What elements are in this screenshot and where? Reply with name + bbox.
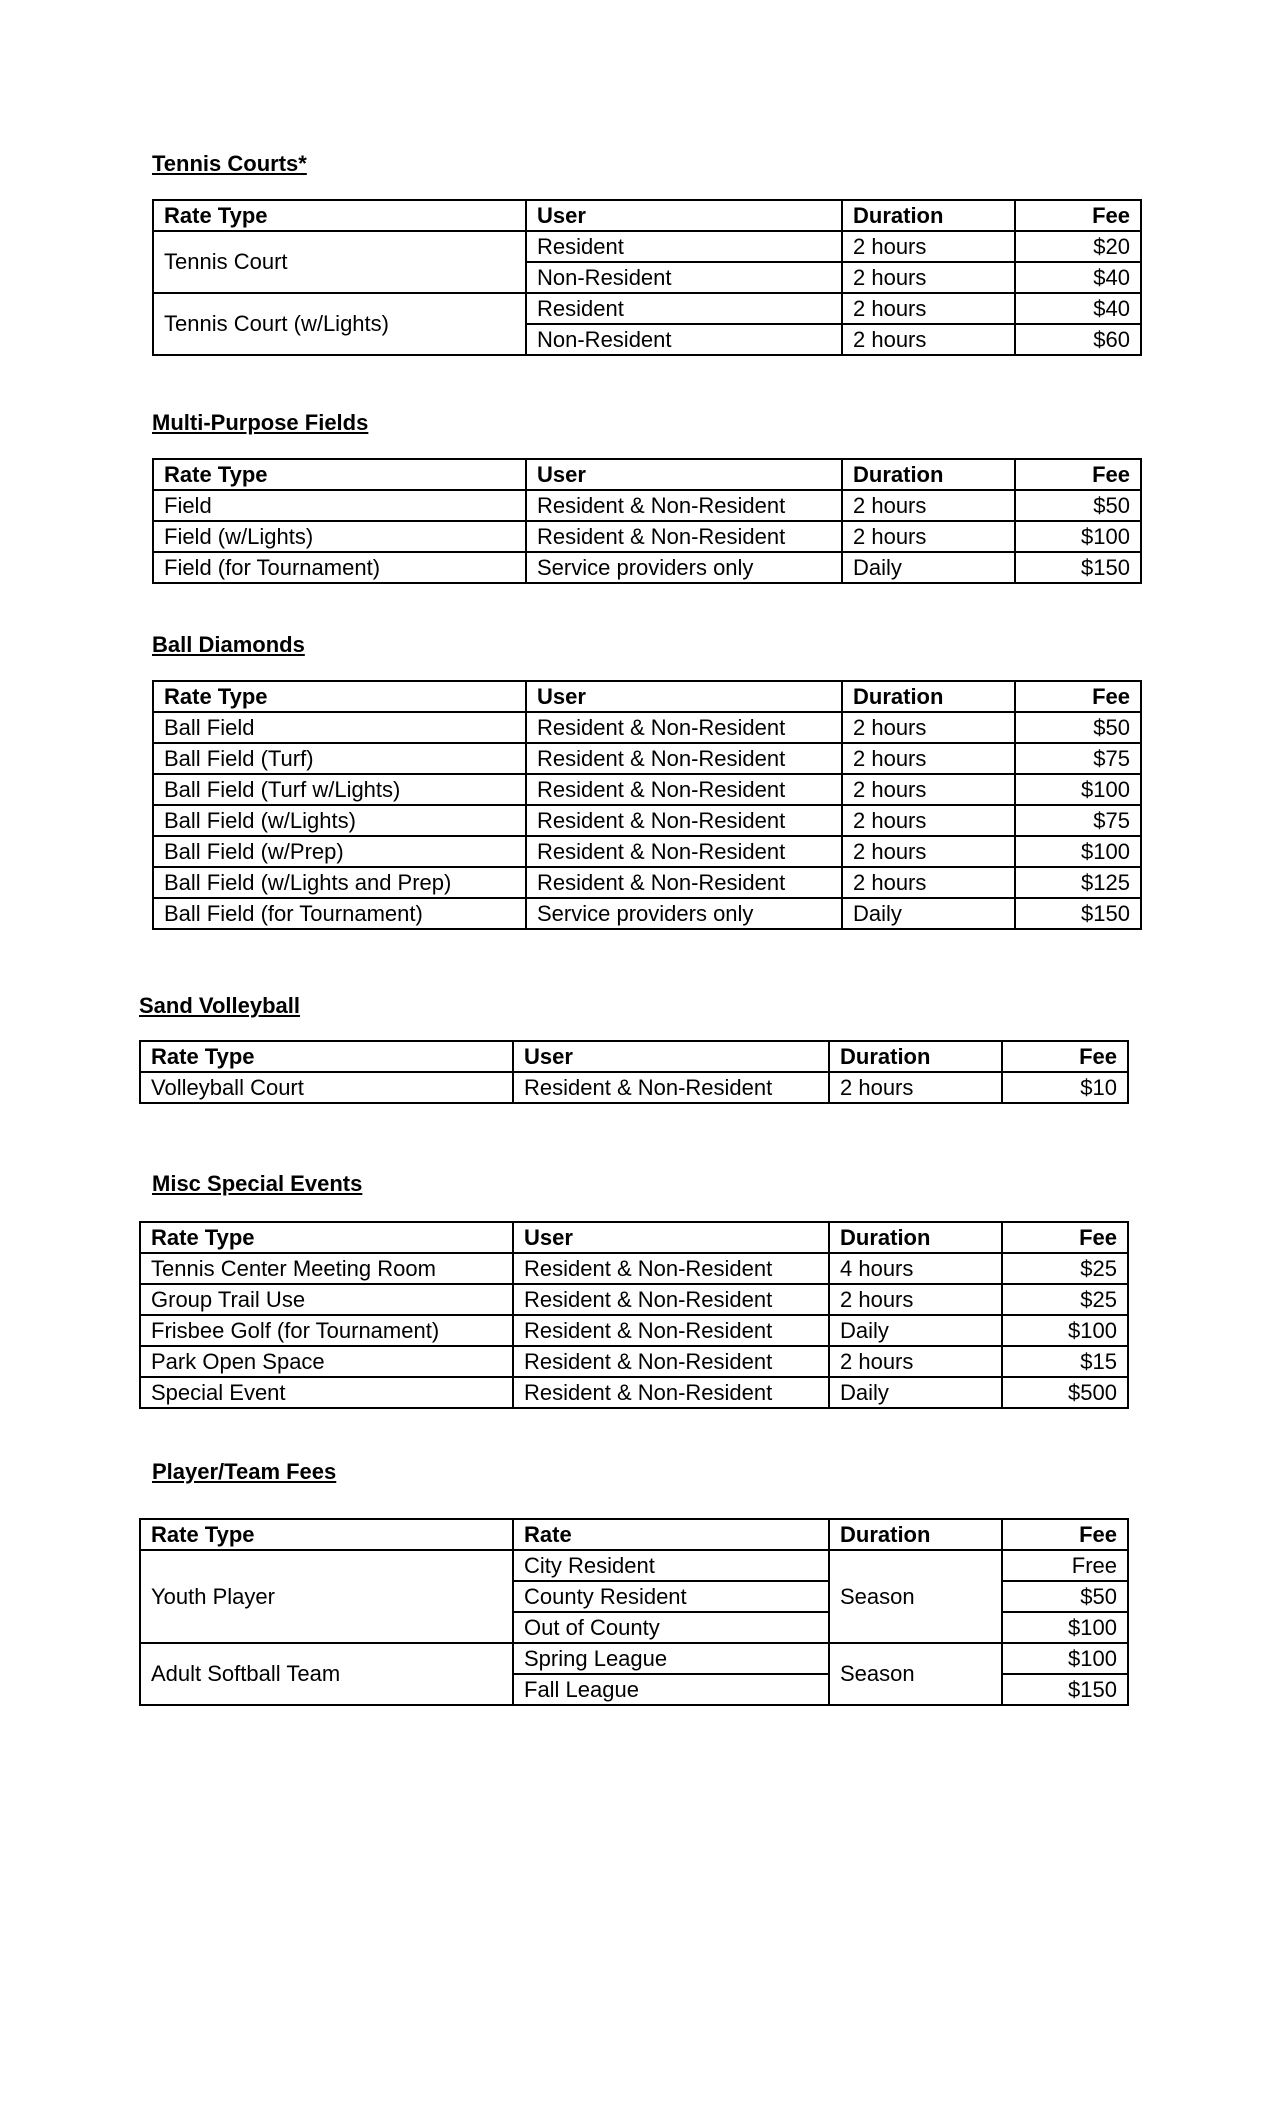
rate-cell: Fall League bbox=[513, 1674, 829, 1705]
tennis-courts-heading: Tennis Courts* bbox=[152, 151, 307, 176]
header-duration: Duration bbox=[842, 200, 1015, 231]
table-row bbox=[140, 1315, 1128, 1346]
table-header-row bbox=[153, 459, 1141, 490]
table-row bbox=[140, 1643, 1128, 1674]
fee-cell: $60 bbox=[1015, 324, 1141, 355]
duration-cell: 2 hours bbox=[842, 293, 1015, 324]
rate-type-cell: Group Trail Use bbox=[140, 1284, 513, 1315]
header-rate-type: Rate Type bbox=[153, 681, 526, 712]
user-cell: Resident bbox=[526, 231, 842, 262]
fee-cell: $100 bbox=[1015, 774, 1141, 805]
rate-type-cell: Frisbee Golf (for Tournament) bbox=[140, 1315, 513, 1346]
fee-cell: $100 bbox=[1002, 1643, 1128, 1674]
misc-special-events-table bbox=[139, 1221, 1129, 1409]
table-row bbox=[153, 836, 1141, 867]
duration-cell: Daily bbox=[842, 552, 1015, 583]
rate-cell: County Resident bbox=[513, 1581, 829, 1612]
user-cell: Non-Resident bbox=[526, 262, 842, 293]
rate-type-cell: Youth Player bbox=[140, 1550, 513, 1643]
user-cell: Resident & Non-Resident bbox=[526, 712, 842, 743]
multi-purpose-fields-table bbox=[152, 458, 1142, 584]
rate-type-cell: Special Event bbox=[140, 1377, 513, 1408]
table-row bbox=[140, 1253, 1128, 1284]
table-header-row bbox=[140, 1519, 1128, 1550]
duration-cell: 2 hours bbox=[842, 805, 1015, 836]
duration-cell: 2 hours bbox=[842, 521, 1015, 552]
table-row bbox=[153, 712, 1141, 743]
user-cell: Resident & Non-Resident bbox=[526, 867, 842, 898]
user-cell: Resident & Non-Resident bbox=[513, 1377, 829, 1408]
header-fee: Fee bbox=[1015, 459, 1141, 490]
rate-type-cell: Ball Field bbox=[153, 712, 526, 743]
header-rate-type: Rate Type bbox=[140, 1519, 513, 1550]
fee-cell: $25 bbox=[1002, 1284, 1128, 1315]
fee-cell: $150 bbox=[1002, 1674, 1128, 1705]
rate-type-cell: Adult Softball Team bbox=[140, 1643, 513, 1705]
header-user: User bbox=[513, 1222, 829, 1253]
header-duration: Duration bbox=[829, 1041, 1002, 1072]
user-cell: Resident & Non-Resident bbox=[513, 1315, 829, 1346]
fee-cell: $50 bbox=[1015, 490, 1141, 521]
duration-cell: 2 hours bbox=[829, 1284, 1002, 1315]
rate-cell: Spring League bbox=[513, 1643, 829, 1674]
table-row bbox=[153, 805, 1141, 836]
duration-cell: 2 hours bbox=[842, 490, 1015, 521]
duration-cell: 2 hours bbox=[842, 324, 1015, 355]
user-cell: Service providers only bbox=[526, 552, 842, 583]
table-row bbox=[153, 774, 1141, 805]
user-cell: Resident & Non-Resident bbox=[513, 1346, 829, 1377]
fee-cell: $40 bbox=[1015, 262, 1141, 293]
fee-cell: $40 bbox=[1015, 293, 1141, 324]
fee-cell: $25 bbox=[1002, 1253, 1128, 1284]
duration-cell: 2 hours bbox=[842, 712, 1015, 743]
fee-cell: $15 bbox=[1002, 1346, 1128, 1377]
header-rate-type: Rate Type bbox=[153, 459, 526, 490]
table-row bbox=[153, 867, 1141, 898]
header-rate-type: Rate Type bbox=[153, 200, 526, 231]
table-row bbox=[140, 1072, 1128, 1103]
duration-cell: Season bbox=[829, 1550, 1002, 1643]
header-duration: Duration bbox=[829, 1222, 1002, 1253]
user-cell: Resident & Non-Resident bbox=[513, 1284, 829, 1315]
fee-cell: $150 bbox=[1015, 552, 1141, 583]
rate-cell: City Resident bbox=[513, 1550, 829, 1581]
fee-cell: $150 bbox=[1015, 898, 1141, 929]
table-header-row bbox=[140, 1222, 1128, 1253]
fee-cell: $100 bbox=[1002, 1315, 1128, 1346]
misc-special-events-heading: Misc Special Events bbox=[152, 1171, 363, 1196]
duration-cell: 2 hours bbox=[842, 743, 1015, 774]
user-cell: Resident & Non-Resident bbox=[526, 490, 842, 521]
header-rate-type: Rate Type bbox=[140, 1222, 513, 1253]
fee-cell: Free bbox=[1002, 1550, 1128, 1581]
ball-diamonds-table bbox=[152, 680, 1142, 930]
multi-purpose-fields-heading: Multi-Purpose Fields bbox=[152, 410, 369, 435]
table-row bbox=[140, 1346, 1128, 1377]
header-rate: Rate bbox=[513, 1519, 829, 1550]
sand-volleyball-heading: Sand Volleyball bbox=[139, 993, 300, 1018]
header-fee: Fee bbox=[1015, 200, 1141, 231]
table-row bbox=[153, 743, 1141, 774]
table-row bbox=[153, 293, 1141, 324]
duration-cell: 2 hours bbox=[842, 867, 1015, 898]
header-fee: Fee bbox=[1002, 1519, 1128, 1550]
user-cell: Resident & Non-Resident bbox=[513, 1253, 829, 1284]
user-cell: Resident & Non-Resident bbox=[526, 521, 842, 552]
rate-type-cell: Field (for Tournament) bbox=[153, 552, 526, 583]
fee-cell: $125 bbox=[1015, 867, 1141, 898]
user-cell: Resident & Non-Resident bbox=[526, 805, 842, 836]
table-row bbox=[153, 231, 1141, 262]
user-cell: Resident & Non-Resident bbox=[526, 743, 842, 774]
rate-type-cell: Ball Field (w/Prep) bbox=[153, 836, 526, 867]
rate-type-cell: Field (w/Lights) bbox=[153, 521, 526, 552]
user-cell: Service providers only bbox=[526, 898, 842, 929]
fee-cell: $100 bbox=[1015, 521, 1141, 552]
user-cell: Resident & Non-Resident bbox=[513, 1072, 829, 1103]
duration-cell: 2 hours bbox=[829, 1346, 1002, 1377]
user-cell: Non-Resident bbox=[526, 324, 842, 355]
rate-type-cell: Ball Field (Turf) bbox=[153, 743, 526, 774]
table-row bbox=[153, 521, 1141, 552]
table-row bbox=[153, 898, 1141, 929]
duration-cell: 2 hours bbox=[842, 231, 1015, 262]
table-row bbox=[140, 1550, 1128, 1581]
header-fee: Fee bbox=[1002, 1041, 1128, 1072]
fee-cell: $20 bbox=[1015, 231, 1141, 262]
fee-cell: $50 bbox=[1002, 1581, 1128, 1612]
header-duration: Duration bbox=[829, 1519, 1002, 1550]
rate-type-cell: Ball Field (w/Lights) bbox=[153, 805, 526, 836]
duration-cell: 2 hours bbox=[842, 774, 1015, 805]
player-team-fees-table bbox=[139, 1518, 1129, 1706]
rate-type-cell: Volleyball Court bbox=[140, 1072, 513, 1103]
header-user: User bbox=[526, 681, 842, 712]
duration-cell: Daily bbox=[829, 1377, 1002, 1408]
sand-volleyball-table bbox=[139, 1040, 1129, 1104]
fee-cell: $100 bbox=[1015, 836, 1141, 867]
rate-type-cell: Tennis Court bbox=[153, 231, 526, 293]
header-user: User bbox=[526, 200, 842, 231]
table-row bbox=[140, 1377, 1128, 1408]
header-user: User bbox=[513, 1041, 829, 1072]
user-cell: Resident & Non-Resident bbox=[526, 836, 842, 867]
duration-cell: 2 hours bbox=[842, 262, 1015, 293]
header-duration: Duration bbox=[842, 681, 1015, 712]
rate-cell: Out of County bbox=[513, 1612, 829, 1643]
user-cell: Resident bbox=[526, 293, 842, 324]
table-row bbox=[140, 1284, 1128, 1315]
table-row bbox=[153, 552, 1141, 583]
table-header-row bbox=[153, 681, 1141, 712]
player-team-fees-heading: Player/Team Fees bbox=[152, 1459, 337, 1484]
table-row bbox=[153, 490, 1141, 521]
rate-type-cell: Ball Field (w/Lights and Prep) bbox=[153, 867, 526, 898]
rate-type-cell: Tennis Center Meeting Room bbox=[140, 1253, 513, 1284]
user-cell: Resident & Non-Resident bbox=[526, 774, 842, 805]
rate-type-cell: Tennis Court (w/Lights) bbox=[153, 293, 526, 355]
rate-type-cell: Park Open Space bbox=[140, 1346, 513, 1377]
rate-type-cell: Field bbox=[153, 490, 526, 521]
rate-type-cell: Ball Field (Turf w/Lights) bbox=[153, 774, 526, 805]
fee-cell: $500 bbox=[1002, 1377, 1128, 1408]
table-header-row bbox=[140, 1041, 1128, 1072]
ball-diamonds-heading: Ball Diamonds bbox=[152, 632, 305, 657]
fee-cell: $75 bbox=[1015, 805, 1141, 836]
rate-type-cell: Ball Field (for Tournament) bbox=[153, 898, 526, 929]
duration-cell: Daily bbox=[842, 898, 1015, 929]
fee-cell: $10 bbox=[1002, 1072, 1128, 1103]
header-fee: Fee bbox=[1002, 1222, 1128, 1253]
duration-cell: 2 hours bbox=[829, 1072, 1002, 1103]
duration-cell: Daily bbox=[829, 1315, 1002, 1346]
header-user: User bbox=[526, 459, 842, 490]
table-header-row bbox=[153, 200, 1141, 231]
header-duration: Duration bbox=[842, 459, 1015, 490]
header-fee: Fee bbox=[1015, 681, 1141, 712]
duration-cell: 2 hours bbox=[842, 836, 1015, 867]
duration-cell: Season bbox=[829, 1643, 1002, 1705]
fee-cell: $100 bbox=[1002, 1612, 1128, 1643]
header-rate-type: Rate Type bbox=[140, 1041, 513, 1072]
tennis-courts-table bbox=[152, 199, 1142, 356]
fee-cell: $50 bbox=[1015, 712, 1141, 743]
duration-cell: 4 hours bbox=[829, 1253, 1002, 1284]
fee-cell: $75 bbox=[1015, 743, 1141, 774]
